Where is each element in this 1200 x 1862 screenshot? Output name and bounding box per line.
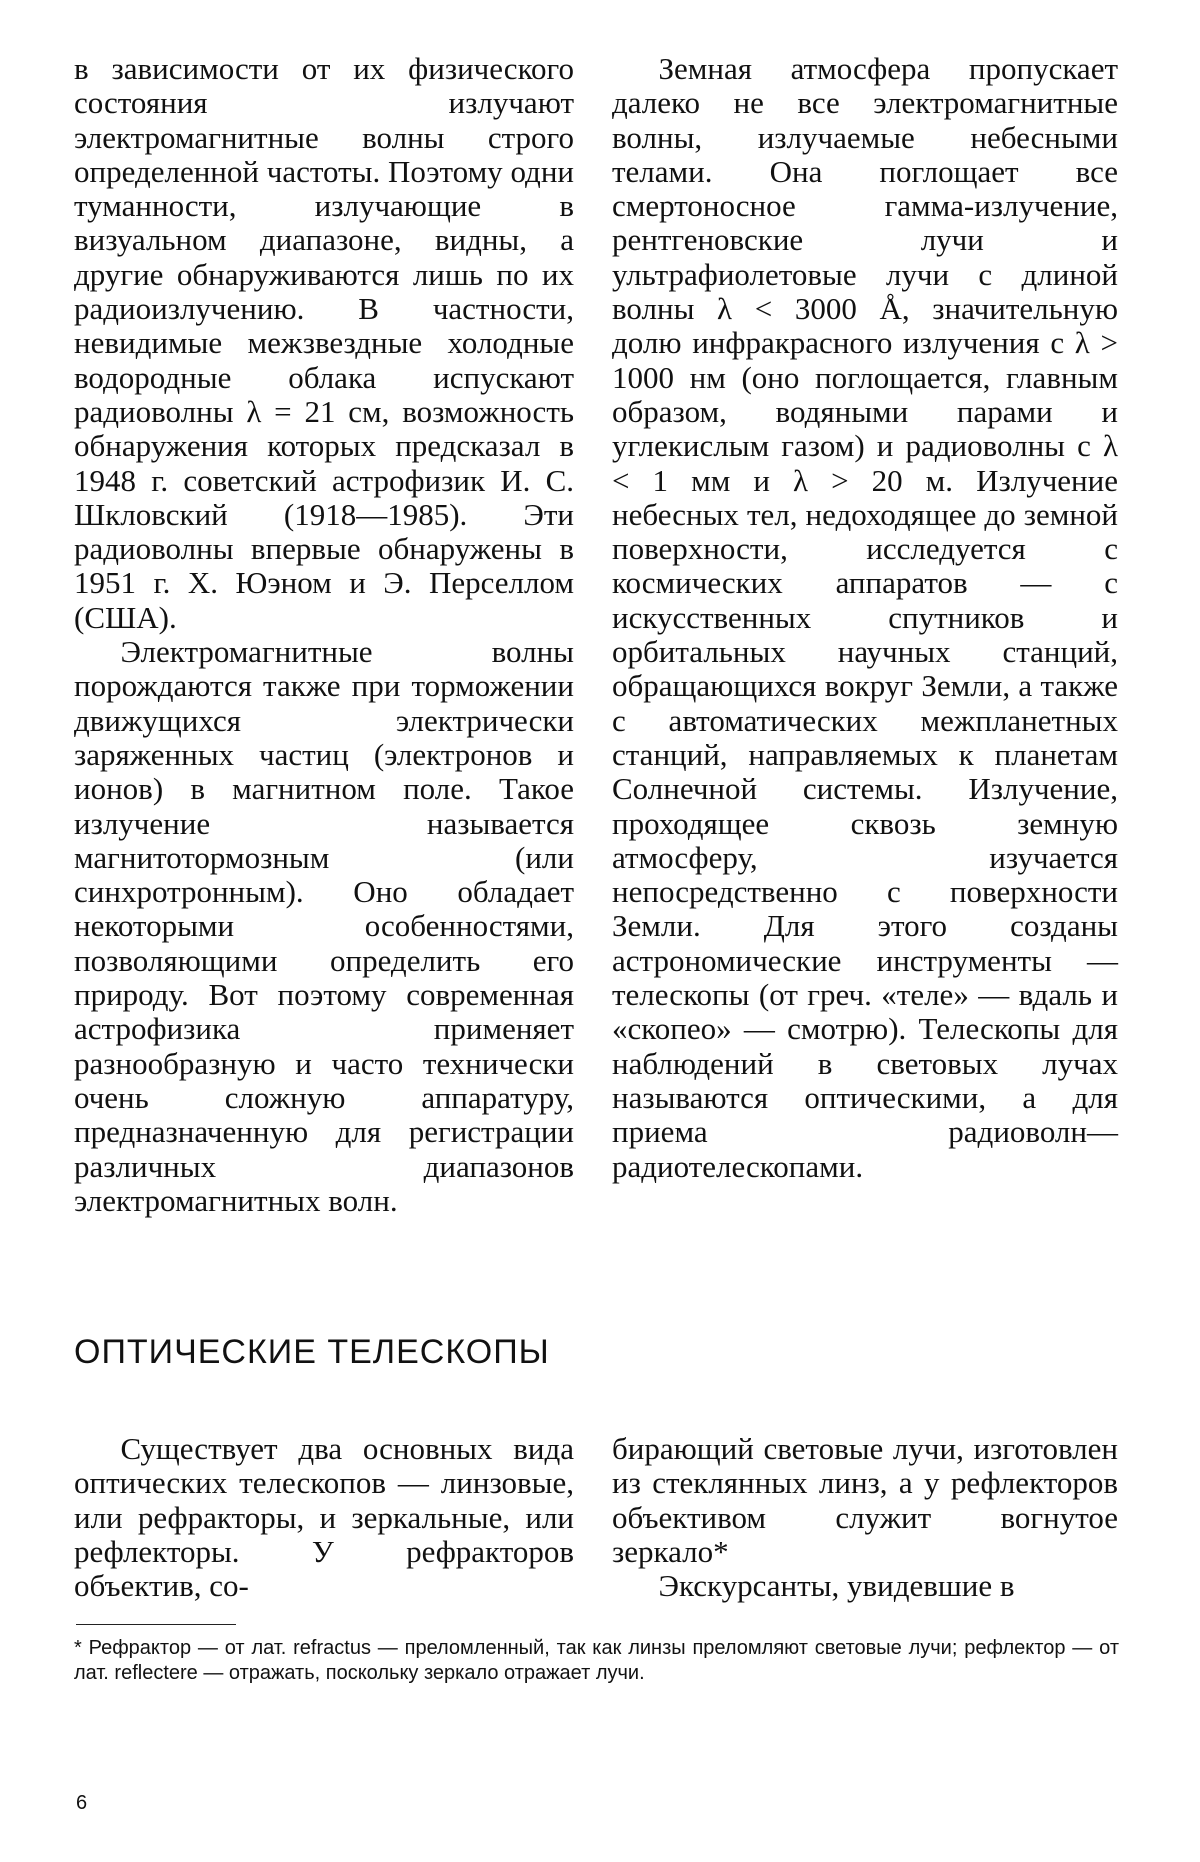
paragraph: в зависимости от их физического состояния излучают электромагнитные волны строго определенной частоты. Поэтому одни туманности, излучающие в визуальном диапазоне, видны, а другие обнаруживаются лишь по их радиоизлучению. В частности, невидимые межзвездные холодные водородные облака испускают радиоволны λ = 21 см, возможность обнаружения которых предсказал в 1948 г. советский астрофизик И. С. Шкловский (1918—1985). Эти радиоволны впервые обнаружены в 1951 г. Х. Юэном и Э. Перселлом (США). — [74, 51, 574, 635]
left-column-bottom — [74, 1432, 574, 1603]
left-column-top — [74, 52, 574, 1218]
footnote-rule — [76, 1624, 236, 1625]
paragraph: Существует два основных вида оптических телескопов — линзовые, или рефракторы, и зеркальные, или рефлекторы. У рефракторов объектив, со- — [74, 1431, 574, 1604]
page-number: 6 — [76, 1792, 88, 1814]
paragraph: Экскурсанты, увидевшие в — [658, 1568, 1015, 1604]
paragraph: бирающий световые лучи, изготовлен из стеклянных линз, а у рефлекторов объективом служит вогнутое зеркало* — [612, 1431, 1118, 1569]
paragraph: Земная атмосфера пропускает далеко не все электромагнитные волны, излучаемые небесными телами. Она поглощает все смертоносное гамма-излучение, рентгеновские лучи и ультрафиолетовые лучи с длиной волны λ < 3000 Å, значительную долю инфракрасного излучения с λ > 1000 нм (оно поглощается, главным образом, водяными парами и углекислым газом) и радиоволны с λ < 1 мм и λ > 20 м. Излучение небесных тел, недоходящее до земной поверхности, исследуется с космических аппаратов — с искусственных спутников и орбитальных научных станций, обращающихся вокруг Земли, а также с автоматических межпланетных станций, направляемых к планетам Солнечной системы. Излучение, проходящее сквозь земную атмосферу, изучается непосредственно с поверхности Земли. Для этого созданы астрономические инструменты — телескопы (от греч. «теле» — вдаль и «скопео» — смотрю). Телескопы для наблюдений в световых лучах называются оптическими, а для приема радиоволн—радиотелескопами. — [612, 51, 1118, 1184]
paragraph: Электромагнитные волны порождаются также при торможении движущихся электрически заряженных частиц (электронов и ионов) в магнитном поле. Такое излучение называется магнитотормозным (или синхротронным). Оно обладает некоторыми особенностями, позволяющими определить его природу. Вот поэтому современная астрофизика применяет разнообразную и часто технически очень сложную аппаратуру, предназначенную для регистрации различных диапазонов электромагнитных волн. — [74, 634, 574, 1218]
right-column-top — [612, 52, 1118, 1184]
footnote: * Рефрактор — от лат. refractus — преломленный, так как линзы преломляют световые лучи; рефлектор — от лат. reflectere — отражать, поскольку зеркало отражает лучи. — [74, 1637, 1119, 1684]
right-column-bottom — [612, 1432, 1118, 1603]
section-heading: ОПТИЧЕСКИЕ ТЕЛЕСКОПЫ — [74, 1333, 550, 1371]
